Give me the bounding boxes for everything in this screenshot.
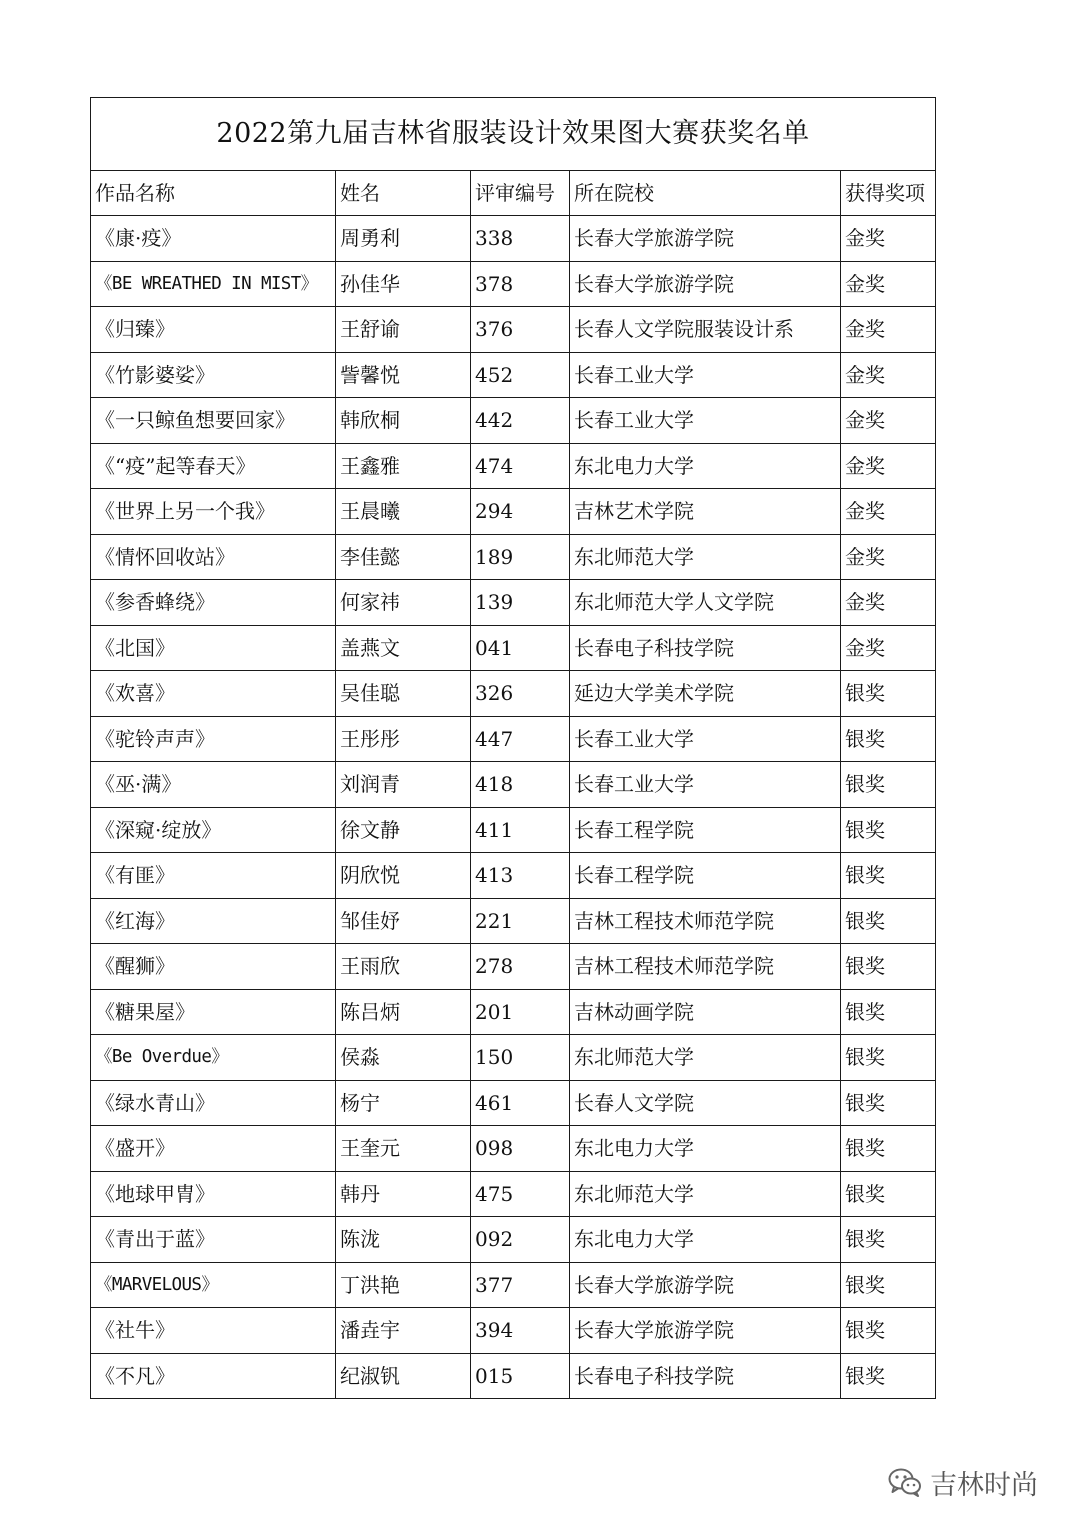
award-cell: 金奖 xyxy=(841,352,936,398)
table-row xyxy=(91,580,936,626)
award-cell: 金奖 xyxy=(841,216,936,262)
work-title-cell: 《有匪》 xyxy=(91,853,336,899)
review-id-cell: 098 xyxy=(471,1126,570,1172)
work-title-cell: 《青出于蓝》 xyxy=(91,1217,336,1263)
school-cell: 吉林艺术学院 xyxy=(570,489,841,535)
table-row xyxy=(91,1262,936,1308)
school-cell: 长春大学旅游学院 xyxy=(570,216,841,262)
school-cell: 吉林工程技术师范学院 xyxy=(570,944,841,990)
column-header-name: 姓名 xyxy=(336,171,471,216)
review-id-cell: 278 xyxy=(471,944,570,990)
name-cell: 李佳懿 xyxy=(336,534,471,580)
school-cell: 长春工业大学 xyxy=(570,762,841,808)
review-id-cell: 015 xyxy=(471,1353,570,1399)
review-id-cell: 376 xyxy=(471,307,570,353)
work-title-cell: 《深窥·绽放》 xyxy=(91,807,336,853)
name-cell: 陈泷 xyxy=(336,1217,471,1263)
award-cell: 银奖 xyxy=(841,762,936,808)
name-cell: 杨宁 xyxy=(336,1080,471,1126)
award-cell: 金奖 xyxy=(841,398,936,444)
name-cell: 孙佳华 xyxy=(336,261,471,307)
award-cell: 银奖 xyxy=(841,1080,936,1126)
school-cell: 东北电力大学 xyxy=(570,1126,841,1172)
school-cell: 东北电力大学 xyxy=(570,443,841,489)
work-title-cell: 《盛开》 xyxy=(91,1126,336,1172)
award-cell: 银奖 xyxy=(841,853,936,899)
review-id-cell: 294 xyxy=(471,489,570,535)
work-title-cell: 《情怀回收站》 xyxy=(91,534,336,580)
award-cell: 金奖 xyxy=(841,261,936,307)
table-row xyxy=(91,1308,936,1354)
school-cell: 长春人文学院 xyxy=(570,1080,841,1126)
name-cell: 韩欣桐 xyxy=(336,398,471,444)
review-id-cell: 461 xyxy=(471,1080,570,1126)
column-header-award: 获得奖项 xyxy=(841,171,936,216)
name-cell: 侯淼 xyxy=(336,1035,471,1081)
work-title-cell: 《竹影婆娑》 xyxy=(91,352,336,398)
table-row xyxy=(91,1035,936,1081)
name-cell: 徐文静 xyxy=(336,807,471,853)
review-id-cell: 394 xyxy=(471,1308,570,1354)
school-cell: 长春电子科技学院 xyxy=(570,1353,841,1399)
table-row xyxy=(91,716,936,762)
name-cell: 刘润青 xyxy=(336,762,471,808)
title-row xyxy=(91,98,936,171)
table-row xyxy=(91,1126,936,1172)
award-cell: 银奖 xyxy=(841,944,936,990)
work-title-cell: 《不凡》 xyxy=(91,1353,336,1399)
work-title-cell: 《绿水青山》 xyxy=(91,1080,336,1126)
review-id-cell: 411 xyxy=(471,807,570,853)
table-row xyxy=(91,443,936,489)
review-id-cell: 150 xyxy=(471,1035,570,1081)
school-cell: 东北师范大学 xyxy=(570,1035,841,1081)
name-cell: 王舒谕 xyxy=(336,307,471,353)
work-title-cell: 《参香蜂绕》 xyxy=(91,580,336,626)
name-cell: 吴佳聪 xyxy=(336,671,471,717)
school-cell: 长春大学旅游学院 xyxy=(570,1262,841,1308)
review-id-cell: 413 xyxy=(471,853,570,899)
school-cell: 长春工程学院 xyxy=(570,807,841,853)
name-cell: 韩丹 xyxy=(336,1171,471,1217)
work-title-cell: 《红海》 xyxy=(91,898,336,944)
name-cell: 纪淑钒 xyxy=(336,1353,471,1399)
column-header-school: 所在院校 xyxy=(570,171,841,216)
award-cell: 金奖 xyxy=(841,489,936,535)
work-title-cell: 《BE WREATHED IN MIST》 xyxy=(91,261,336,307)
table-row xyxy=(91,807,936,853)
school-cell: 延边大学美术学院 xyxy=(570,671,841,717)
award-cell: 银奖 xyxy=(841,1308,936,1354)
review-id-cell: 338 xyxy=(471,216,570,262)
table-row xyxy=(91,1080,936,1126)
work-title-cell: 《欢喜》 xyxy=(91,671,336,717)
award-cell: 金奖 xyxy=(841,580,936,626)
name-cell: 盖燕文 xyxy=(336,625,471,671)
school-cell: 长春工业大学 xyxy=(570,398,841,444)
work-title-cell: 《MARVELOUS》 xyxy=(91,1262,336,1308)
table-row xyxy=(91,625,936,671)
work-title-cell: 《糖果屋》 xyxy=(91,989,336,1035)
award-cell: 金奖 xyxy=(841,443,936,489)
work-title-cell: 《醒狮》 xyxy=(91,944,336,990)
wechat-icon xyxy=(888,1467,922,1497)
award-cell: 银奖 xyxy=(841,1262,936,1308)
school-cell: 东北电力大学 xyxy=(570,1217,841,1263)
table-row xyxy=(91,489,936,535)
award-cell: 银奖 xyxy=(841,989,936,1035)
table-row xyxy=(91,261,936,307)
table-row xyxy=(91,898,936,944)
school-cell: 长春大学旅游学院 xyxy=(570,1308,841,1354)
award-cell: 银奖 xyxy=(841,1217,936,1263)
work-title-cell: 《康·疫》 xyxy=(91,216,336,262)
column-header-work: 作品名称 xyxy=(91,171,336,216)
award-cell: 银奖 xyxy=(841,671,936,717)
review-id-cell: 377 xyxy=(471,1262,570,1308)
table-row xyxy=(91,307,936,353)
review-id-cell: 475 xyxy=(471,1171,570,1217)
school-cell: 长春工业大学 xyxy=(570,716,841,762)
school-cell: 吉林工程技术师范学院 xyxy=(570,898,841,944)
name-cell: 陈吕炳 xyxy=(336,989,471,1035)
award-cell: 银奖 xyxy=(841,898,936,944)
name-cell: 阴欣悦 xyxy=(336,853,471,899)
review-id-cell: 447 xyxy=(471,716,570,762)
school-cell: 长春人文学院服装设计系 xyxy=(570,307,841,353)
header-row xyxy=(91,171,936,216)
school-cell: 东北师范大学 xyxy=(570,1171,841,1217)
school-cell: 长春大学旅游学院 xyxy=(570,261,841,307)
review-id-cell: 326 xyxy=(471,671,570,717)
name-cell: 何家祎 xyxy=(336,580,471,626)
award-cell: 金奖 xyxy=(841,625,936,671)
review-id-cell: 474 xyxy=(471,443,570,489)
name-cell: 潘垚宇 xyxy=(336,1308,471,1354)
award-cell: 银奖 xyxy=(841,807,936,853)
table-row xyxy=(91,853,936,899)
school-cell: 东北师范大学 xyxy=(570,534,841,580)
table-title: 2022第九届吉林省服装设计效果图大赛获奖名单 xyxy=(91,98,936,171)
work-title-cell: 《Be Overdue》 xyxy=(91,1035,336,1081)
table-row xyxy=(91,1353,936,1399)
review-id-cell: 201 xyxy=(471,989,570,1035)
work-title-cell: 《世界上另一个我》 xyxy=(91,489,336,535)
name-cell: 邹佳妤 xyxy=(336,898,471,944)
review-id-cell: 041 xyxy=(471,625,570,671)
name-cell: 訾馨悦 xyxy=(336,352,471,398)
review-id-cell: 092 xyxy=(471,1217,570,1263)
work-title-cell: 《社牛》 xyxy=(91,1308,336,1354)
award-cell: 银奖 xyxy=(841,1171,936,1217)
table-row xyxy=(91,352,936,398)
review-id-cell: 442 xyxy=(471,398,570,444)
work-title-cell: 《归臻》 xyxy=(91,307,336,353)
table-row xyxy=(91,671,936,717)
award-cell: 银奖 xyxy=(841,1126,936,1172)
review-id-cell: 378 xyxy=(471,261,570,307)
table-row xyxy=(91,534,936,580)
award-cell: 金奖 xyxy=(841,307,936,353)
award-cell: 金奖 xyxy=(841,534,936,580)
table-row xyxy=(91,1217,936,1263)
school-cell: 长春电子科技学院 xyxy=(570,625,841,671)
name-cell: 王奎元 xyxy=(336,1126,471,1172)
review-id-cell: 189 xyxy=(471,534,570,580)
name-cell: 王鑫雅 xyxy=(336,443,471,489)
award-list-table xyxy=(90,97,936,1399)
name-cell: 丁洪艳 xyxy=(336,1262,471,1308)
school-cell: 长春工业大学 xyxy=(570,352,841,398)
table-row xyxy=(91,398,936,444)
watermark-text: 吉林时尚 xyxy=(930,1469,1038,1501)
work-title-cell: 《一只鲸鱼想要回家》 xyxy=(91,398,336,444)
table-row xyxy=(91,989,936,1035)
work-title-cell: 《地球甲胄》 xyxy=(91,1171,336,1217)
work-title-cell: 《驼铃声声》 xyxy=(91,716,336,762)
award-cell: 银奖 xyxy=(841,1035,936,1081)
name-cell: 王晨曦 xyxy=(336,489,471,535)
award-cell: 银奖 xyxy=(841,1353,936,1399)
watermark xyxy=(888,1460,1038,1504)
work-title-cell: 《“疫”起等春天》 xyxy=(91,443,336,489)
table-row xyxy=(91,1171,936,1217)
work-title-cell: 《巫·满》 xyxy=(91,762,336,808)
review-id-cell: 139 xyxy=(471,580,570,626)
school-cell: 长春工程学院 xyxy=(570,853,841,899)
table-row xyxy=(91,944,936,990)
award-cell: 银奖 xyxy=(841,716,936,762)
review-id-cell: 221 xyxy=(471,898,570,944)
review-id-cell: 418 xyxy=(471,762,570,808)
name-cell: 王彤彤 xyxy=(336,716,471,762)
name-cell: 周勇利 xyxy=(336,216,471,262)
table-row xyxy=(91,762,936,808)
name-cell: 王雨欣 xyxy=(336,944,471,990)
work-title-cell: 《北国》 xyxy=(91,625,336,671)
column-header-id: 评审编号 xyxy=(471,171,570,216)
school-cell: 东北师范大学人文学院 xyxy=(570,580,841,626)
review-id-cell: 452 xyxy=(471,352,570,398)
table-row xyxy=(91,216,936,262)
school-cell: 吉林动画学院 xyxy=(570,989,841,1035)
